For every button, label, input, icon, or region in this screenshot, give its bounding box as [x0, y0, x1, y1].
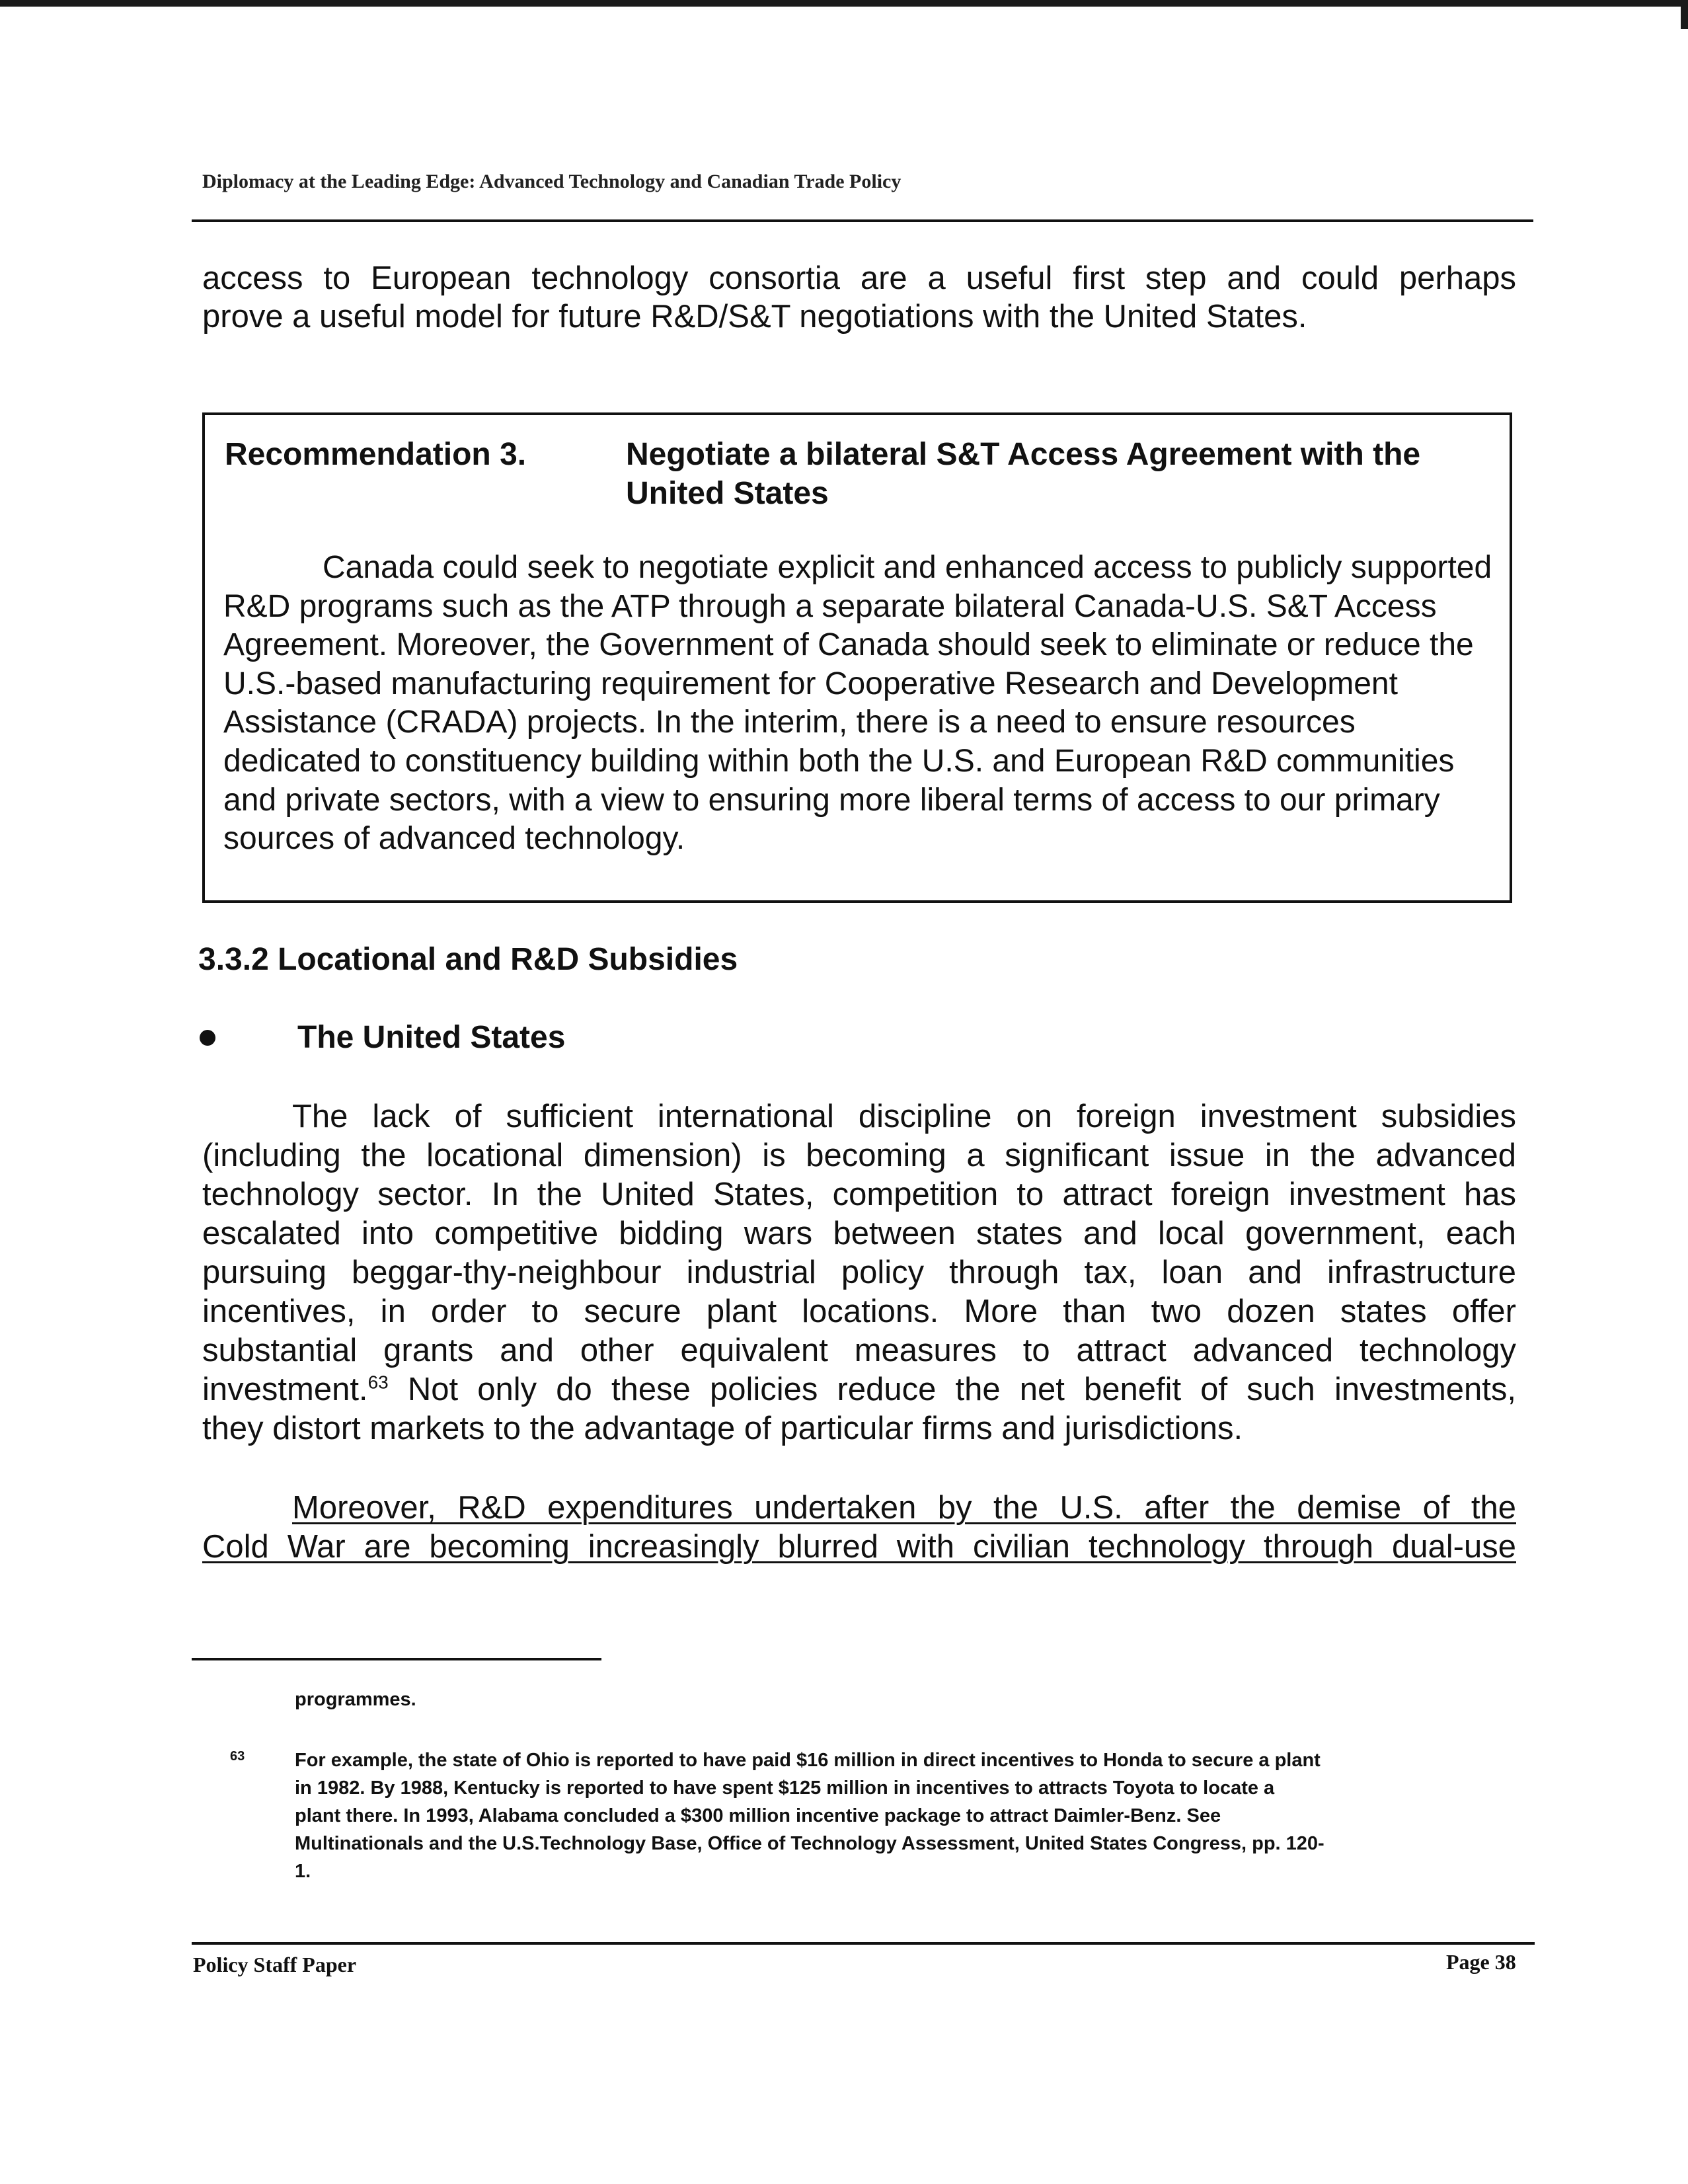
recommendation-label: Recommendation 3.: [225, 437, 527, 472]
footnote-line: in 1982. By 1988, Kentucky is reported to have spent $125 million in incentives to attracts Toyota to locate a: [295, 1777, 1275, 1799]
paragraph-text: investment.: [202, 1372, 368, 1407]
paragraph-text: Not only do these policies reduce the net benefit of such investments,: [388, 1372, 1516, 1407]
paragraph-line: (including the locational dimension) is becoming a significant issue in the advanced: [202, 1138, 1516, 1173]
continued-paragraph-line: prove a useful model for future R&D/S&T negotiations with the United States.: [202, 299, 1307, 334]
footnote-continuation: programmes.: [295, 1689, 416, 1710]
paragraph-line: incentives, in order to secure plant locations. More than two dozen states offer: [202, 1294, 1516, 1329]
continued-paragraph-line: access to European technology consortia are a useful first step and could perhaps: [202, 260, 1516, 296]
bullet-icon: [200, 1030, 215, 1046]
recommendation-title: Negotiate a bilateral S&T Access Agreement with the United States: [626, 437, 1421, 511]
scan-edge-top: [0, 0, 1688, 7]
underlined-paragraph-line: Cold War are becoming increasingly blurred with civilian technology through dual-use: [202, 1529, 1516, 1565]
footnote-line: plant there. In 1993, Alabama concluded a $300 million incentive package to attract Daimler-Benz. See: [295, 1805, 1221, 1826]
bullet-heading: The United States: [297, 1020, 566, 1055]
scan-edge-right: [1681, 0, 1688, 29]
footnote-separator: [192, 1658, 601, 1660]
footnote-marker: 63: [230, 1749, 245, 1764]
footer-left: Policy Staff Paper: [193, 1953, 357, 1976]
recommendation-text: Canada could seek to negotiate explicit and enhanced access to publicly supported R&D programs such as the ATP through a separate bilateral Canada-U.S. S&T Access Agreement. Moreover, the Government of Canada should seek to eliminate or reduce the U.S.-based manufacturing requirement for Cooperative Research and Development Assistance (CRADA) projects. In the interim, there is a need to ensure resources dedicated to constituency building within both the U.S. and European R&D communities and private sectors, with a view to ensuring more liberal terms of access to our primary sources of advanced technology.: [223, 550, 1492, 857]
footnote-reference: 63: [367, 1372, 389, 1393]
paragraph-line: The lack of sufficient international discipline on foreign investment subsidies: [292, 1099, 1516, 1134]
paragraph-line: they distort markets to the advantage of particular firms and jurisdictions.: [202, 1411, 1243, 1446]
paragraph-line: substantial grants and other equivalent measures to attract advanced technology: [202, 1333, 1516, 1368]
recommendation-body: [223, 549, 1499, 859]
underlined-paragraph-line: Moreover, R&D expenditures undertaken by the U.S. after the demise of the: [292, 1490, 1516, 1526]
recommendation-box: [202, 412, 1512, 903]
paragraph-line: pursuing beggar-thy-neighbour industrial policy through tax, loan and infrastructure: [202, 1255, 1516, 1290]
footer-rule: [192, 1942, 1535, 1945]
paragraph-line: [202, 1370, 1516, 1409]
paragraph-line: technology sector. In the United States, competition to attract foreign investment has: [202, 1177, 1516, 1212]
section-heading: 3.3.2 Locational and R&D Subsidies: [198, 942, 738, 977]
paragraph-line: escalated into competitive bidding wars between states and local government, each: [202, 1216, 1516, 1251]
footnote-line: For example, the state of Ohio is reported to have paid $16 million in direct incentives to Honda to secure a plant: [295, 1750, 1321, 1771]
footnote-line: Multinationals and the U.S.Technology Base, Office of Technology Assessment, United States Congress, pp. 120-: [295, 1833, 1324, 1854]
header-rule: [192, 219, 1533, 222]
footnote-line: 1.: [295, 1861, 311, 1882]
running-header: Diplomacy at the Leading Edge: Advanced Technology and Canadian Trade Policy: [202, 171, 902, 192]
page-number: Page 38: [1446, 1950, 1516, 1974]
